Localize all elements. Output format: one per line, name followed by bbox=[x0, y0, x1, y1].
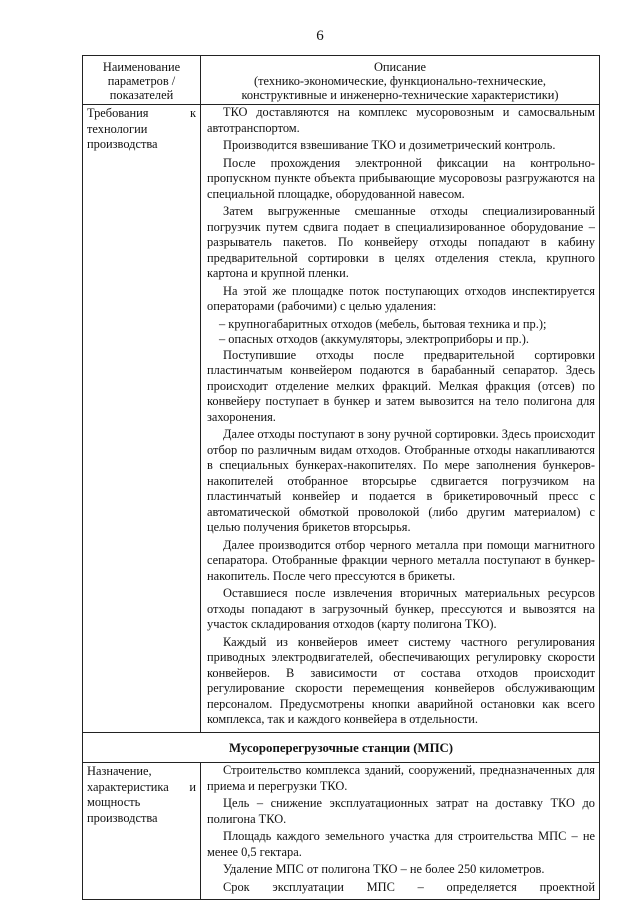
paragraph: Оставшиеся после извлечения вторичных материальных ресурсов отходы попадают в загрузочный бункер, прессуются и вывозятся на участок складирования отходов (карту полигона ТКО). bbox=[207, 586, 595, 631]
paragraph: Далее отходы поступают в зону ручной сортировки. Здесь происходит отбор по различным видам отходов. Отобранные отходы накапливаются в специальных бункерах-накопителях. По мере заполнения бункеров-накопителей отобранное вторсырье сдвигается погрузчиком на пластинчатый конвейер и подается в брикетировочный пресс с автоматической обмоткой проволокой (либо другим материалом) с целью получения брикетов вторсырья. bbox=[207, 427, 595, 534]
table-row bbox=[83, 763, 600, 900]
paragraph: Площадь каждого земельного участка для строительства МПС – не менее 0,5 гектара. bbox=[207, 829, 595, 859]
paragraph: Поступившие отходы после предварительной сортировки пластинчатым конвейером подаются в барабанный сепаратор. Здесь происходит отделение мелких фракций. Мелкая фракция (отсев) по конвейеру поступает в бункер и затем вывозится на тело полигона для захоронения. bbox=[207, 347, 595, 424]
section-row bbox=[83, 732, 600, 763]
page-number: 6 bbox=[316, 28, 324, 44]
section-title: Мусороперегрузочные станции (МПС) bbox=[83, 732, 600, 763]
paragraph: Производится взвешивание ТКО и дозиметрический контроль. bbox=[223, 138, 556, 152]
table-row bbox=[83, 105, 600, 733]
row-label: Назначение, характеристика и мощность производства bbox=[83, 763, 201, 900]
header-description: Описание (технико-экономические, функционально-технические, конструктивные и инженерно-технические характеристики) bbox=[201, 56, 600, 105]
paragraph: ТКО доставляются на комплекс мусоровозным и самосвальным автотранспортом. bbox=[207, 105, 595, 135]
paragraph: Строительство комплекса зданий, сооружений, предназначенных для приема и перегрузки ТКО. bbox=[207, 763, 595, 793]
paragraph: Затем выгруженные смешанные отходы специализированный погрузчик путем сдвига подает в специализированное оборудование – разрыватель пакетов. По конвейеру отходы попадают в кабину предварительной сортировки в целях отделения стекла, крупного картона и крупной пленки. bbox=[207, 204, 595, 280]
specification-table bbox=[82, 55, 600, 900]
table-header-row bbox=[83, 56, 600, 105]
list-item: – опасных отходов (аккумуляторы, электроприборы и пр.). bbox=[219, 332, 529, 346]
paragraph: Далее производится отбор черного металла при помощи магнитного сепаратора. Отобранные фракции черного металла поступают в бункер-накопитель. После чего прессуются в брикеты. bbox=[207, 537, 595, 583]
paragraph: Каждый из конвейеров имеет систему частного регулирования приводных электродвигателей, обеспечивающих регулировку скорости конвейеров. В зависимости от состава отходов происходит регулирование скорости перемещения конвейеров обслуживающим персоналом. Предусмотрены кнопки аварийной остановки как всего комплекса, так и каждого конвейера в отдельности. bbox=[207, 634, 595, 726]
paragraph: Удаление МПС от полигона ТКО – не более 250 километров. bbox=[223, 862, 545, 876]
paragraph: Цель – снижение эксплуатационных затрат на доставку ТКО до полигона ТКО. bbox=[207, 796, 595, 826]
paragraph: После прохождения электронной фиксации на контрольно-пропускном пункте объекта прибывающие мусоровозы разгружаются на специальной площадке, оборудованной навесом. bbox=[207, 155, 595, 201]
row-description bbox=[201, 763, 600, 900]
paragraph: На этой же площадке поток поступающих отходов инспектируется операторами (рабочими) с целью удаления: bbox=[207, 283, 595, 313]
list-item: – крупногабаритных отходов (мебель, бытовая техника и пр.); bbox=[219, 316, 547, 331]
row-label: Требования к технологии производства bbox=[83, 105, 201, 733]
paragraph: Срок эксплуатации МПС – определяется проектной bbox=[223, 879, 595, 894]
row-description bbox=[201, 105, 600, 733]
header-parameter-name: Наименование параметров / показателей bbox=[83, 56, 201, 105]
